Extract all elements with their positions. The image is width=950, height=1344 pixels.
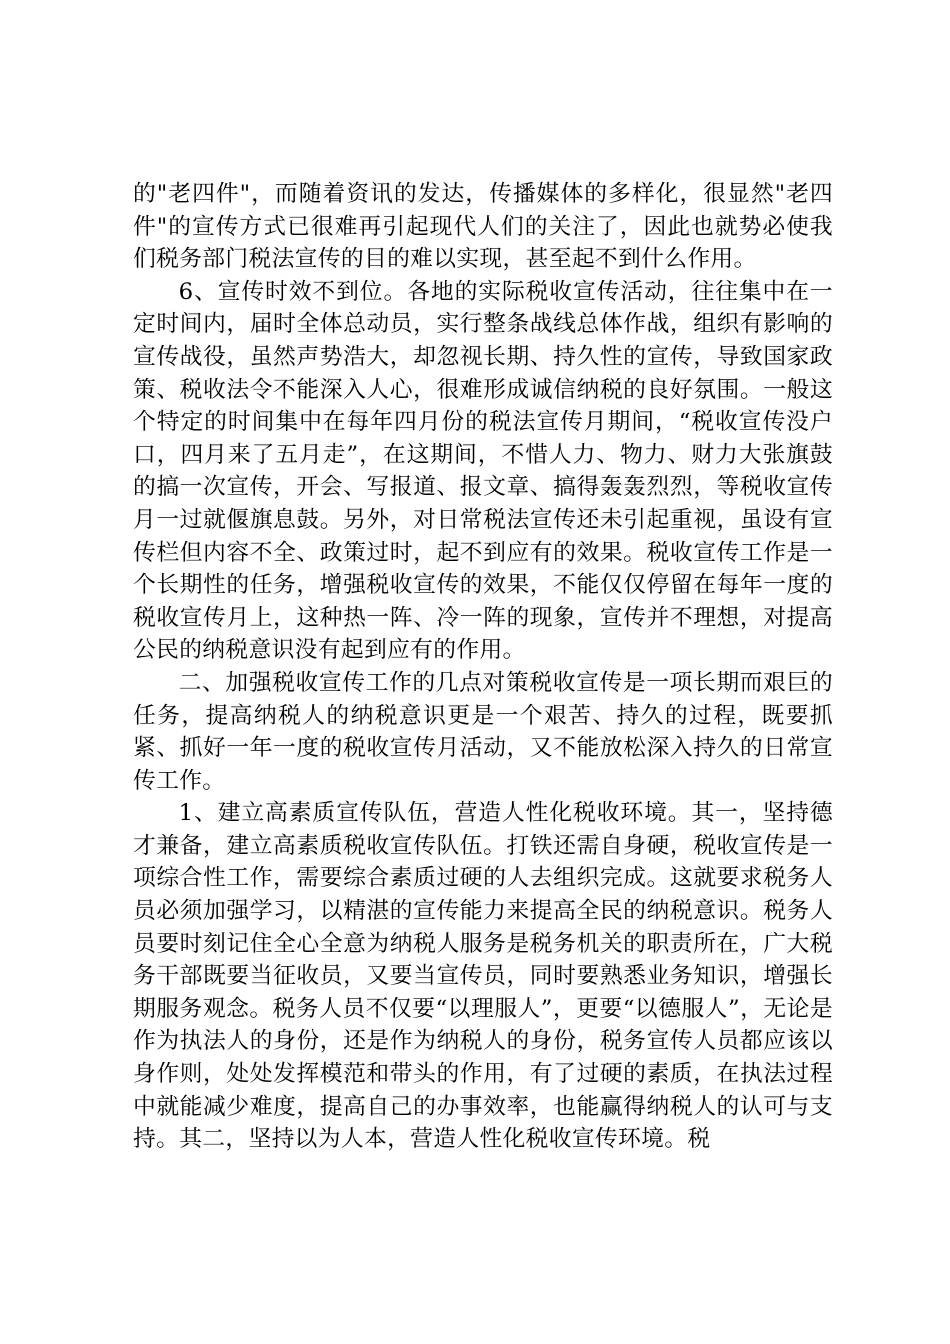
paragraph-4: 1、建立高素质宣传队伍，营造人性化税收环境。其一，坚持德才兼备，建立高素质税收宣传队伍。打铁还需自身硬，税收宣传是一项综合性工作，需要综合素质过硬的人去组织完成。这就要求税务人员必须加强学习，以精湛的宣传能力来提高全民的纳税意识。税务人员要时刻记住全心全意为纳税人服务是税务机关的职责所在，广大税务干部既要当征收员，又要当宣传员，同时要熟悉业务知识，增强长期服务观念。税务人员不仅要“以理服人”，更要“以德服人”，无论是作为执法人的身份，还是作为纳税人的身份，税务宣传人员都应该以身作则，处处发挥模范和带头的作用，有了过硬的素质，在执法过程中就能减少难度，提高自己的办事效率，也能赢得纳税人的认可与支持。其二，坚持以为人本，营造人性化税收宣传环境。税 bbox=[133, 800, 833, 1153]
document-page bbox=[133, 178, 833, 1156]
paragraph-2: 6、宣传时效不到位。各地的实际税收宣传活动，往往集中在一定时间内，届时全体总动员，实行整条战线总体作战，组织有影响的宣传战役，虽然声势浩大，却忽视长期、持久性的宣传，导致国家政策、税收法令不能深入人心，很难形成诚信纳税的良好氛围。一般这个特定的时间集中在每年四月份的税法宣传月期间，“税收宣传没户口，四月来了五月走”，在这期间，不惜人力、物力、财力大张旗鼓的搞一次宣传，开会、写报道、报文章、搞得轰轰烈烈，等税收宣传月一过就偃旗息鼓。另外，对日常税法宣传还未引起重视，虽设有宣传栏但内容不全、政策过时，起不到应有的效果。税收宣传工作是一个长期性的任务，增强税收宣传的效果，不能仅仅停留在每年一度的税收宣传月上，这种热一阵、冷一阵的现象，宣传并不理想，对提高公民的纳税意识没有起到应有的作用。 bbox=[133, 278, 833, 664]
paragraph-1: 的"老四件"，而随着资讯的发达，传播媒体的多样化，很显然"老四件"的宣传方式已很难再引起现代人们的关注了，因此也就势必使我们税务部门税法宣传的目的难以实现，甚至起不到什么作用。 bbox=[133, 181, 833, 273]
paragraph-3: 二、加强税收宣传工作的几点对策税收宣传是一项长期而艰巨的任务，提高纳税人的纳税意识更是一个艰苦、持久的过程，既要抓紧、抓好一年一度的税收宣传月活动，又不能放松深入持久的日常宣传工作。 bbox=[133, 669, 833, 794]
